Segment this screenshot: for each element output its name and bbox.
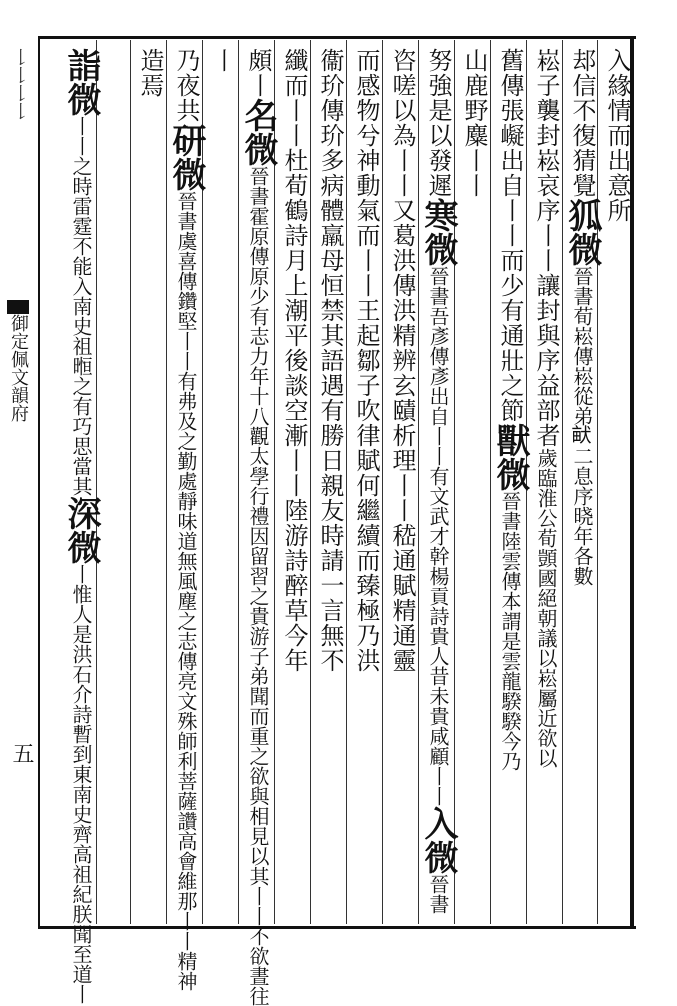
- headword: 寒微: [418, 198, 458, 266]
- text-column: [418, 48, 458, 922]
- frame-top-border: [38, 36, 636, 39]
- text-column: [315, 48, 345, 922]
- text-column: [351, 48, 381, 922]
- text-segment: 咨嗟以為丨丨又葛洪傳洪精辨玄賾析理丨丨嵇通賦精通靈: [388, 48, 416, 673]
- column-rule: [96, 40, 97, 924]
- column-rule: [454, 40, 455, 924]
- text-column: [135, 48, 165, 922]
- text-segment: 崧子襲封崧哀序丨丨讓封與序益部者: [532, 48, 560, 448]
- text-column: [490, 48, 530, 922]
- frame-left-border: [38, 36, 40, 929]
- column-rule: [130, 40, 131, 924]
- annotation: 晉書吾彥傳彥出自丨丨有文武才幹楊貢詩貴人昔未貴咸顧丨丨: [426, 266, 450, 806]
- text-column: [61, 48, 101, 1004]
- text-segment: 丨: [208, 48, 236, 73]
- text-segment: 造焉: [136, 48, 164, 98]
- headword: 獸微: [490, 423, 530, 491]
- frame-bottom-border: [38, 926, 636, 929]
- headword: 研微: [166, 123, 206, 191]
- annotation: 晉書荀崧傳崧從弟𤱶二息序𣇈年各數: [570, 266, 594, 586]
- annotation: 晉書陸雲傳本謂是雲龍騤騤今乃: [498, 491, 522, 771]
- text-segment: 衞玠傳玠多病體羸母恒禁其語遇有勝日親友時請一言無不: [316, 48, 344, 673]
- text-column: [531, 48, 561, 922]
- margin-strip-text: 𠄌𠄌𠄌𠄌: [9, 48, 30, 120]
- annotation: 晉書霍原傳原少有志力年十八觀太學行禮因留習之貴游子弟聞而重之欲與相見以其丨丨不欲晝往: [246, 166, 270, 1006]
- headword: 名微: [238, 98, 278, 166]
- text-column: [279, 48, 309, 922]
- column-rule: [346, 40, 347, 924]
- text-segment: 入緣情而出意所: [603, 48, 631, 223]
- text-segment: 舊傳張㠜出自丨丨而少有通壯之節: [496, 48, 524, 423]
- text-segment: 努強是以發遲: [424, 48, 452, 198]
- margin-book-title: [4, 300, 32, 460]
- text-column: [238, 48, 278, 1006]
- text-segment: 而感物兮神動氣而丨丨王起鄒子吹律賦何繼續而臻極乃洪: [352, 48, 380, 673]
- text-segment: 乃夜共: [172, 48, 200, 123]
- black-block-mark: [7, 300, 29, 314]
- book-title-text: 御定佩文韻府: [8, 314, 29, 422]
- annotation: 晉書: [426, 874, 450, 914]
- headword: 入微: [418, 806, 458, 874]
- text-segment: 𨚫信不復猜覺: [568, 48, 596, 198]
- headword: 狐微: [562, 198, 602, 266]
- annotation: 丨惟人是洪石介詩暫到東南史齊高祖紀朕聞至道丨: [69, 564, 93, 1004]
- text-segment: 山鹿野麋丨丨: [460, 48, 488, 198]
- text-segment: 頗丨: [244, 48, 272, 98]
- column-rule: [418, 40, 419, 924]
- text-column: [459, 48, 489, 922]
- text-column: [207, 48, 237, 922]
- column-rule: [597, 40, 598, 924]
- text-column: [602, 48, 632, 922]
- text-column: [166, 48, 206, 991]
- column-rule: [382, 40, 383, 924]
- annotation: 歲臨淮公荀顗國絕朝議以崧屬近欲以: [534, 448, 558, 768]
- annotation: 丨丨之時雷霆不能入南史祖暅之有巧思當其: [69, 116, 93, 496]
- text-segment: 纖而丨丨杜荀鶴詩月上潮平後談空漸丨丨陸游詩醉草今年: [280, 48, 308, 673]
- annotation: 晉書虞喜傳鑽堅丨丨有弗及之勤處靜味道無風塵之志傳亮文殊師利菩薩讚高會維那丨丨精神: [174, 191, 198, 991]
- column-rule: [274, 40, 275, 924]
- column-rule: [310, 40, 311, 924]
- text-column: [562, 48, 602, 922]
- folio-number: 五: [9, 742, 34, 764]
- column-rule: [562, 40, 563, 924]
- headword: 深微: [61, 496, 101, 564]
- column-rule: [238, 40, 239, 924]
- headword: 詣微: [61, 48, 101, 116]
- text-column: [387, 48, 417, 922]
